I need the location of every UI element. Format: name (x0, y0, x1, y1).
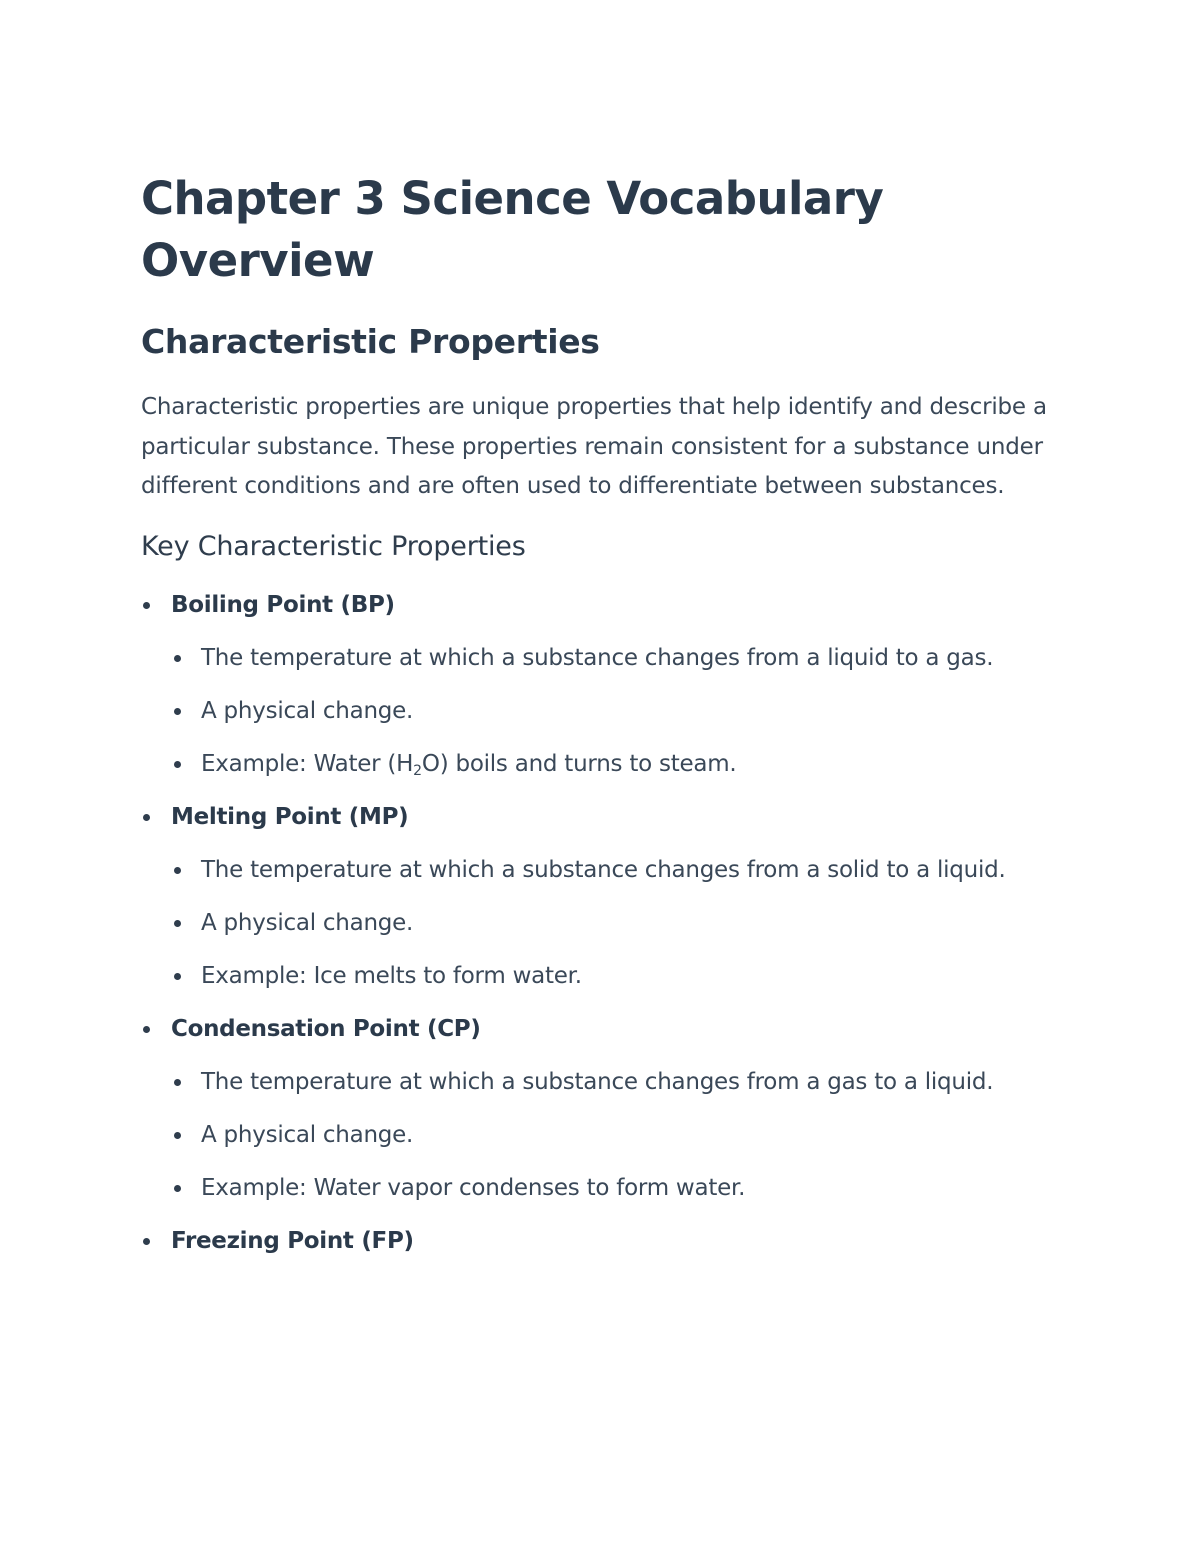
term-title: Condensation Point (CP) (171, 1015, 481, 1042)
intro-paragraph: Characteristic properties are unique properties that help identify and describe a particular substance. These properties remain consistent for a substance under different conditions and are often used to differentiate between substances. (141, 394, 1047, 499)
terms-list (141, 585, 1071, 1261)
detail-text: A physical change. (201, 697, 414, 724)
bullet-icon (174, 1185, 181, 1192)
bullet-icon (143, 1026, 150, 1033)
bullet-icon (143, 1238, 150, 1245)
bullet-icon (174, 1132, 181, 1139)
bullet-icon (174, 973, 181, 980)
term-title: Boiling Point (BP) (171, 591, 395, 618)
subsection-title: Key Characteristic Properties (141, 530, 526, 562)
subscript-text: 2 (413, 762, 422, 779)
detail-item (171, 956, 1071, 996)
bullet-icon (143, 814, 150, 821)
term-item-condensation-point (141, 1009, 1071, 1208)
detail-item (171, 744, 1071, 784)
term-title: Melting Point (MP) (171, 803, 409, 830)
detail-text-before: Example: Water (H (201, 750, 414, 777)
detail-item (171, 1062, 1071, 1102)
bullet-icon (174, 761, 181, 768)
detail-item (171, 1168, 1071, 1208)
term-details (171, 1062, 1071, 1208)
term-item-boiling-point (141, 585, 1071, 784)
bullet-icon (174, 1079, 181, 1086)
term-title: Freezing Point (FP) (171, 1227, 414, 1254)
bullet-icon (174, 655, 181, 662)
detail-item (171, 1115, 1071, 1155)
term-details (171, 850, 1071, 996)
bullet-icon (143, 602, 150, 609)
detail-text: The temperature at which a substance changes from a liquid to a gas. (201, 644, 994, 671)
detail-text: A physical change. (201, 1121, 414, 1148)
bullet-icon (174, 867, 181, 874)
term-item-melting-point (141, 797, 1071, 996)
detail-text: Example: Water vapor condenses to form water. (201, 1174, 746, 1201)
detail-item (171, 691, 1071, 731)
detail-text: The temperature at which a substance changes from a solid to a liquid. (201, 856, 1006, 883)
bullet-icon (174, 920, 181, 927)
term-item-freezing-point (141, 1221, 1071, 1261)
detail-item (171, 850, 1071, 890)
term-details (171, 638, 1071, 784)
detail-text-after: O) boils and turns to steam. (421, 750, 737, 777)
detail-item (171, 638, 1071, 678)
document-title: Chapter 3 Science Vocabulary Overview (141, 172, 884, 287)
bullet-icon (174, 708, 181, 715)
detail-text: A physical change. (201, 909, 414, 936)
detail-text: The temperature at which a substance changes from a gas to a liquid. (201, 1068, 994, 1095)
document-content (141, 168, 1071, 1274)
section-title: Characteristic Properties (141, 322, 600, 361)
detail-item (171, 903, 1071, 943)
detail-text: Example: Ice melts to form water. (201, 962, 582, 989)
